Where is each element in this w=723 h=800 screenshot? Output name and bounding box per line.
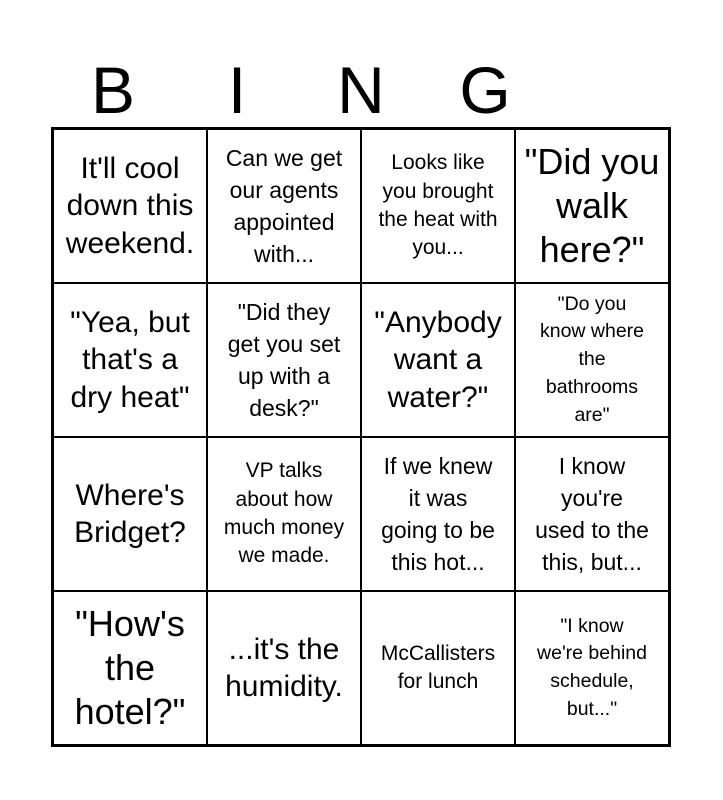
- cell-text: VP talks about how much money we made.: [223, 459, 345, 568]
- bingo-cell: [361, 591, 515, 745]
- cell-text: "How's the hotel?": [74, 603, 186, 732]
- cell-text: "Did they get you set up with a desk?": [227, 298, 341, 422]
- cell-text: "I know we're behind schedule, but...": [537, 614, 647, 720]
- bingo-cell: [207, 129, 361, 283]
- header-letter-g: G: [459, 53, 511, 127]
- bingo-cell: [515, 437, 669, 591]
- bingo-cell: [53, 591, 207, 745]
- header-letter-i: I: [227, 53, 247, 127]
- cell-text: "Did you walk here?": [524, 141, 660, 270]
- cell-text: It'll cool down this weekend.: [65, 151, 195, 260]
- bingo-header: [51, 52, 671, 128]
- cell-text: If we knew it was going to be this hot...: [381, 452, 495, 576]
- cell-text: Looks like you brought the heat with you...: [378, 151, 498, 260]
- bingo-cell: [361, 283, 515, 437]
- bingo-cell: [53, 283, 207, 437]
- header-letter-b: B: [90, 53, 136, 127]
- cell-text: McCallisters for lunch: [380, 641, 496, 693]
- bingo-cell: [53, 437, 207, 591]
- bingo-cell: [515, 591, 669, 745]
- bingo-card: [51, 127, 671, 747]
- bingo-cell: [515, 129, 669, 283]
- bingo-cell: [207, 591, 361, 745]
- cell-text: ...it's the humidity.: [225, 632, 343, 703]
- cell-text: "Anybody want a water?": [374, 305, 502, 414]
- header-letter-n: N: [337, 53, 385, 127]
- bingo-cell: [361, 129, 515, 283]
- cell-text: "Yea, but that's a dry heat": [70, 305, 190, 414]
- cell-text: "Do you know where the bathrooms are": [539, 292, 645, 426]
- cell-text: Can we get our agents appointed with...: [225, 144, 343, 268]
- cell-text: Where's Bridget?: [74, 478, 186, 549]
- cell-text: I know you're used to the this, but...: [535, 452, 649, 576]
- bingo-cell: [515, 283, 669, 437]
- bingo-cell: [361, 437, 515, 591]
- bingo-cell: [207, 283, 361, 437]
- bingo-cell: [207, 437, 361, 591]
- bingo-cell: [53, 129, 207, 283]
